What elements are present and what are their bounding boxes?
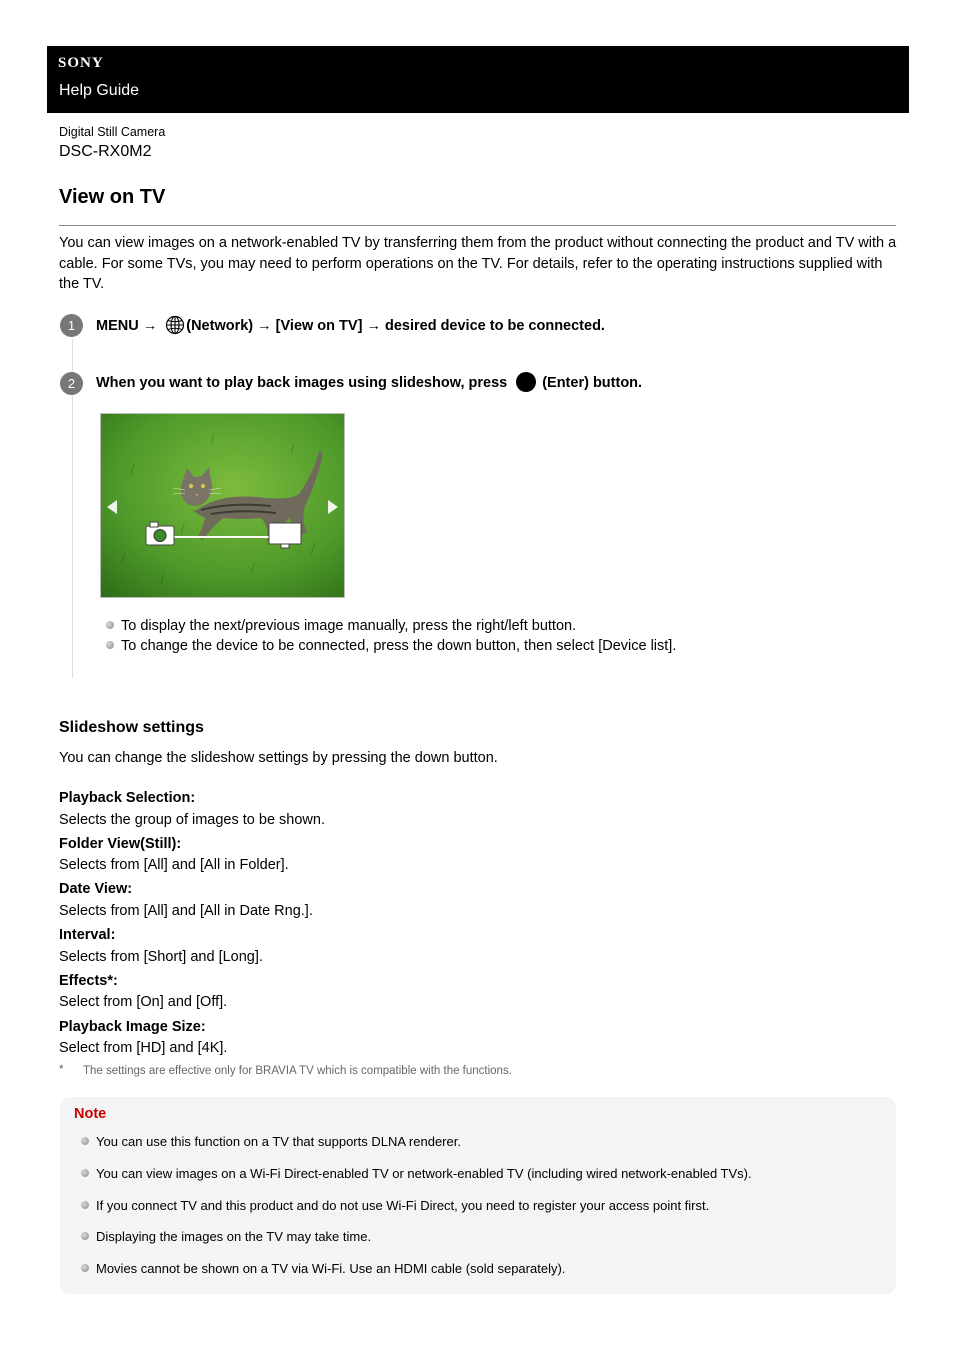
setting-description: Selects from [Short] and [Long]. <box>59 949 263 965</box>
sony-logo[interactable]: SONY <box>58 55 104 71</box>
bullet-icon <box>106 621 114 629</box>
intro-paragraph: You can view images on a network-enabled TV by transferring them from the product without connecting the product and TV with a cable. For some TVs, you may need to perform operations on the TV. For details, refer to the operating instructions supplied with the TV. <box>59 235 897 292</box>
setting-term: Folder View(Still): <box>59 836 182 852</box>
slideshow-screen-image <box>100 413 345 598</box>
title-divider <box>59 225 896 226</box>
bullet-icon <box>81 1264 89 1272</box>
bullet-icon <box>81 1201 89 1209</box>
setting-description: Selects from [All] and [All in Folder]. <box>59 857 289 873</box>
footnote-mark: * <box>59 1064 64 1076</box>
note-item: If you connect TV and this product and do not use Wi-Fi Direct, you need to register your access point first. <box>81 1198 709 1213</box>
slideshow-settings-heading: Slideshow settings <box>59 719 204 736</box>
cat-on-grass-illustration <box>101 414 344 597</box>
setting-description: Selects the group of images to be shown. <box>59 812 325 828</box>
step-1-text: MENU → (Network) → [View on TV] → desired device to be connected. <box>96 315 605 335</box>
step-2-bullet-1: To display the next/previous image manually, press the right/left button. <box>106 618 576 634</box>
page-title: View on TV <box>59 186 166 208</box>
note-box <box>60 1097 896 1294</box>
step-2-bullet-2: To change the device to be connected, press the down button, then select [Device list]. <box>106 638 676 654</box>
setting-term: Playback Image Size: <box>59 1019 206 1035</box>
step-2-badge: 2 <box>60 372 83 395</box>
note-item: Movies cannot be shown on a TV via Wi-Fi. Use an HDMI cable (sold separately). <box>81 1261 565 1276</box>
note-item: Displaying the images on the TV may take time. <box>81 1229 371 1244</box>
note-item: You can view images on a Wi-Fi Direct-enabled TV or network-enabled TV (including wired network-enabled TVs). <box>81 1166 752 1181</box>
note-title: Note <box>74 1106 107 1122</box>
setting-term: Playback Selection: <box>59 790 196 806</box>
note-item: You can use this function on a TV that supports DLNA renderer. <box>81 1134 461 1149</box>
site-header <box>47 46 909 113</box>
footnote-text: The settings are effective only for BRAVIA TV which is compatible with the functions. <box>83 1065 512 1077</box>
product-category: Digital Still Camera <box>59 125 166 139</box>
enter-button-icon <box>516 372 536 392</box>
step-2-text: When you want to play back images using slideshow, press (Enter) button. <box>96 372 642 392</box>
bullet-icon <box>106 641 114 649</box>
setting-description: Selects from [All] and [All in Date Rng.]. <box>59 903 313 919</box>
setting-term: Interval: <box>59 927 116 943</box>
help-guide-title[interactable]: Help Guide <box>59 82 140 99</box>
setting-description: Select from [On] and [Off]. <box>59 994 228 1010</box>
setting-term: Date View: <box>59 881 133 897</box>
setting-term: Effects*: <box>59 973 118 989</box>
product-model: DSC-RX0M2 <box>59 143 152 160</box>
step-1-badge: 1 <box>60 314 83 337</box>
bullet-icon <box>81 1232 89 1240</box>
bullet-icon <box>81 1169 89 1177</box>
bullet-icon <box>81 1137 89 1145</box>
slideshow-settings-description: You can change the slideshow settings by pressing the down button. <box>59 750 498 766</box>
globe-icon <box>165 315 185 335</box>
setting-description: Select from [HD] and [4K]. <box>59 1040 228 1056</box>
